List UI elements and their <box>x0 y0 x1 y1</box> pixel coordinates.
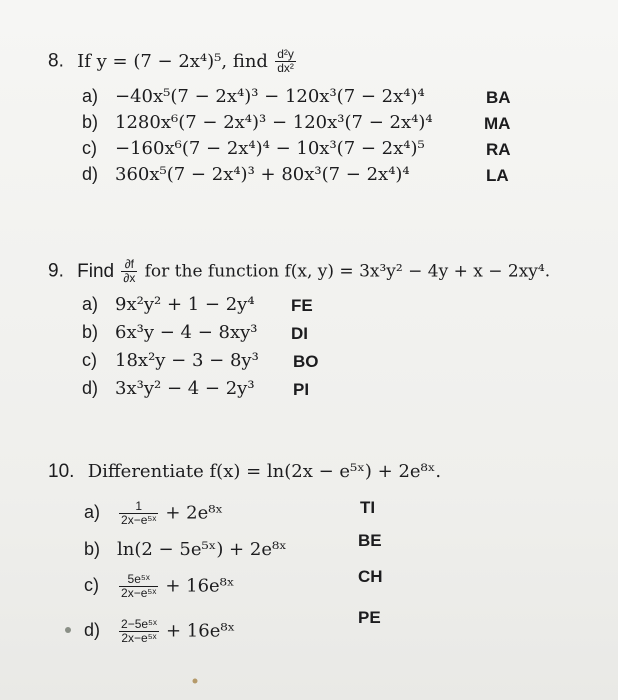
question-10-option-b[interactable]: b) ln(2 − 5e⁵ˣ) + 2e⁸ˣ <box>84 539 287 560</box>
question-8-code-b: MA <box>484 114 511 133</box>
question-8-number: 8. <box>48 50 64 72</box>
question-9-option-b[interactable]: b) 6x³y − 4 − 8xy³ <box>82 322 258 343</box>
question-8-code-a: BA <box>486 88 511 107</box>
question-9-find: Find <box>77 260 115 282</box>
question-8-derivative <box>275 48 296 75</box>
question-8-derivative-numerator: d²y <box>277 47 294 61</box>
question-9-code-d: PI <box>293 380 310 399</box>
option-expression: 9x²y² + 1 − 2y⁴ <box>115 294 255 315</box>
smudge-mark-icon <box>190 676 200 686</box>
option-expression: 3x³y² − 4 − 2y³ <box>115 378 255 399</box>
question-8-option-b[interactable]: b) 1280x⁶(7 − 2x⁴)³ − 120x³(7 − 2x⁴)⁴ <box>82 112 433 133</box>
question-8-derivative-denominator: dx² <box>277 61 294 75</box>
question-9-derivative-numerator: ∂f <box>121 258 137 272</box>
question-9-derivative <box>121 258 137 285</box>
option-expression: 360x⁵(7 − 2x⁴)³ + 80x³(7 − 2x⁴)⁴ <box>115 164 410 185</box>
option-expression: 18x²y − 3 − 8y³ <box>115 350 259 371</box>
option-expression: ln(2 − 5e⁵ˣ) + 2e⁸ˣ <box>117 539 287 560</box>
option-expression: + 2e⁸ˣ <box>165 502 224 524</box>
option-fraction: $\frac{1}{\text{2x−e⁵ˣ}}$ <box>121 499 157 527</box>
question-9-code-a: FE <box>291 296 313 315</box>
option-fraction: $\frac{\text{5e⁵ˣ}}{\text{2x−e⁵ˣ}}$ <box>121 572 157 600</box>
question-9-number: 9. <box>48 260 64 282</box>
option-expression: 1280x⁶(7 − 2x⁴)³ − 120x³(7 − 2x⁴)⁴ <box>115 112 433 133</box>
question-10-code-b: BE <box>358 531 382 550</box>
question-8-code-d: LA <box>486 166 509 185</box>
question-9-option-d[interactable]: d) 3x³y² − 4 − 2y³ <box>82 378 255 399</box>
question-10-option-a[interactable]: a) $\frac{1}{\text{2x−e⁵ˣ}}$ + 2e⁸ˣ <box>84 499 224 527</box>
option-expression: −160x⁶(7 − 2x⁴)⁴ − 10x³(7 − 2x⁴)⁵ <box>115 138 425 159</box>
question-9-text: for the function f(x, y) = 3x³y² − 4y + x − 2xy⁴. <box>144 261 551 282</box>
option-fraction: $\frac{\text{2−5e⁵ˣ}}{\text{2x−e⁵ˣ}}$ <box>121 617 157 645</box>
question-10-text: Differentiate f(x) = ln(2x − e⁵ˣ) + 2e⁸ˣ. <box>87 461 442 482</box>
question-8-option-d[interactable]: d) 360x⁵(7 − 2x⁴)³ + 80x³(7 − 2x⁴)⁴ <box>82 164 410 185</box>
question-9-derivative-denominator: ∂x <box>123 271 136 285</box>
question-8-prompt <box>48 48 298 75</box>
question-10-number: 10. <box>48 461 75 482</box>
question-10-prompt <box>48 460 441 484</box>
question-10-option-c[interactable]: c) $\frac{\text{5e⁵ˣ}}{\text{2x−e⁵ˣ}}$ + 16e⁸ˣ <box>84 572 235 600</box>
question-10-code-c: CH <box>358 567 383 586</box>
question-8-option-a[interactable]: a) −40x⁵(7 − 2x⁴)³ − 120x³(7 − 2x⁴)⁴ <box>82 86 425 107</box>
question-8-option-c[interactable]: c) −160x⁶(7 − 2x⁴)⁴ − 10x³(7 − 2x⁴)⁵ <box>82 138 425 159</box>
pencil-mark-icon <box>62 624 74 636</box>
question-10-code-a: TI <box>360 498 376 517</box>
question-8-code-c: RA <box>486 140 511 159</box>
question-9-option-a[interactable]: a) 9x²y² + 1 − 2y⁴ <box>82 294 255 315</box>
question-9-code-c: BO <box>293 352 319 371</box>
option-expression: −40x⁵(7 − 2x⁴)³ − 120x³(7 − 2x⁴)⁴ <box>115 86 425 107</box>
question-8-text: If y = (7 − 2x⁴)⁵, find <box>77 50 268 72</box>
question-10-option-d[interactable]: d) $\frac{\text{2−5e⁵ˣ}}{\text{2x−e⁵ˣ}}$ + 16e⁸ˣ <box>84 617 236 645</box>
question-9-option-c[interactable]: c) 18x²y − 3 − 8y³ <box>82 350 259 371</box>
option-expression: 6x³y − 4 − 8xy³ <box>115 322 258 343</box>
question-9-code-b: DI <box>291 324 308 343</box>
question-9-prompt <box>48 258 550 285</box>
option-expression: + 16e⁸ˣ <box>165 620 236 642</box>
question-10-code-d: PE <box>358 608 381 627</box>
option-expression: + 16e⁸ˣ <box>165 575 235 597</box>
